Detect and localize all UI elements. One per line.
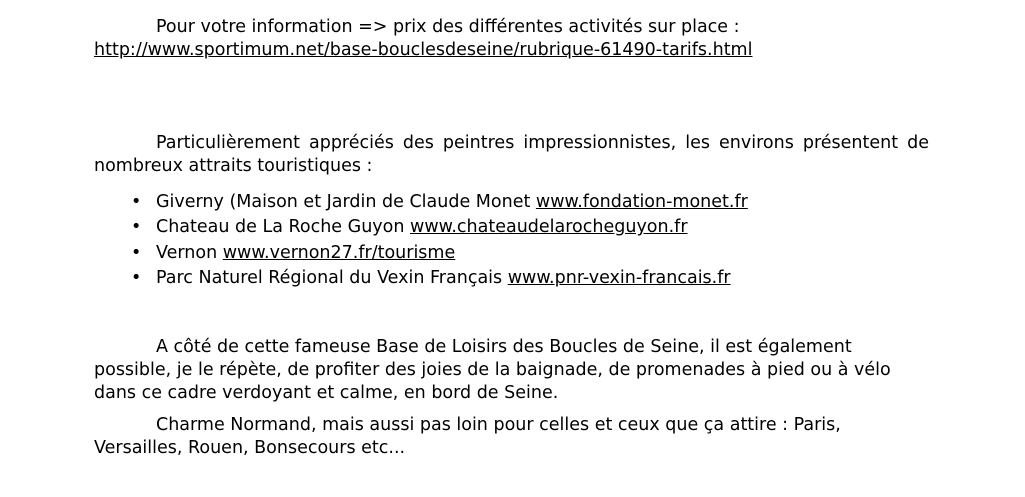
bullet-icon: • bbox=[131, 192, 142, 212]
intro-paragraph: Particulièrement appréciés des peintres impressionnistes, les environs présentent de nombreux attraits touristiques : bbox=[94, 133, 929, 176]
list-item-text: Vernon bbox=[156, 242, 223, 263]
list-item-text: Giverny (Maison et Jardin de Claude Monet bbox=[156, 192, 536, 212]
pnr-vexin-link[interactable]: www.pnr-vexin-francais.fr bbox=[507, 267, 731, 288]
bullet-icon: • bbox=[131, 217, 142, 238]
info-text: Pour votre information => prix des différentes activités sur place : bbox=[156, 17, 740, 37]
info-block bbox=[94, 16, 929, 62]
bullet-icon: • bbox=[131, 242, 142, 263]
roche-guyon-link[interactable]: www.chateaudelarocheguyon.fr bbox=[410, 217, 688, 238]
list-item bbox=[94, 215, 929, 240]
list-item-text: Chateau de La Roche Guyon bbox=[156, 217, 411, 238]
bullet-icon: • bbox=[131, 267, 142, 288]
fondation-monet-link[interactable]: www.fondation-monet.fr bbox=[535, 192, 748, 212]
list-item bbox=[94, 241, 929, 266]
base-loisirs-paragraph: A côté de cette fameuse Base de Loisirs des Boucles de Seine, il est également possible, je le répète, de profiter des joies de la baignade, de promenades à pied ou à vélo dans ce cadre verdoyant et calme, en bord de Seine. bbox=[94, 337, 891, 403]
attractions-list bbox=[94, 190, 929, 291]
list-item bbox=[94, 266, 929, 291]
list-item bbox=[94, 190, 929, 215]
charme-paragraph: Charme Normand, mais aussi pas loin pour celles et ceux que ça attire : Paris, Versailles, Rouen, Bonsecours etc... bbox=[94, 415, 841, 458]
tarifs-link[interactable]: http://www.sportimum.net/base-bouclesdeseine/rubrique-61490-tarifs.html bbox=[94, 40, 753, 60]
vernon-link[interactable]: www.vernon27.fr/tourisme bbox=[222, 242, 456, 263]
list-item-text: Parc Naturel Régional du Vexin Français bbox=[156, 267, 508, 288]
